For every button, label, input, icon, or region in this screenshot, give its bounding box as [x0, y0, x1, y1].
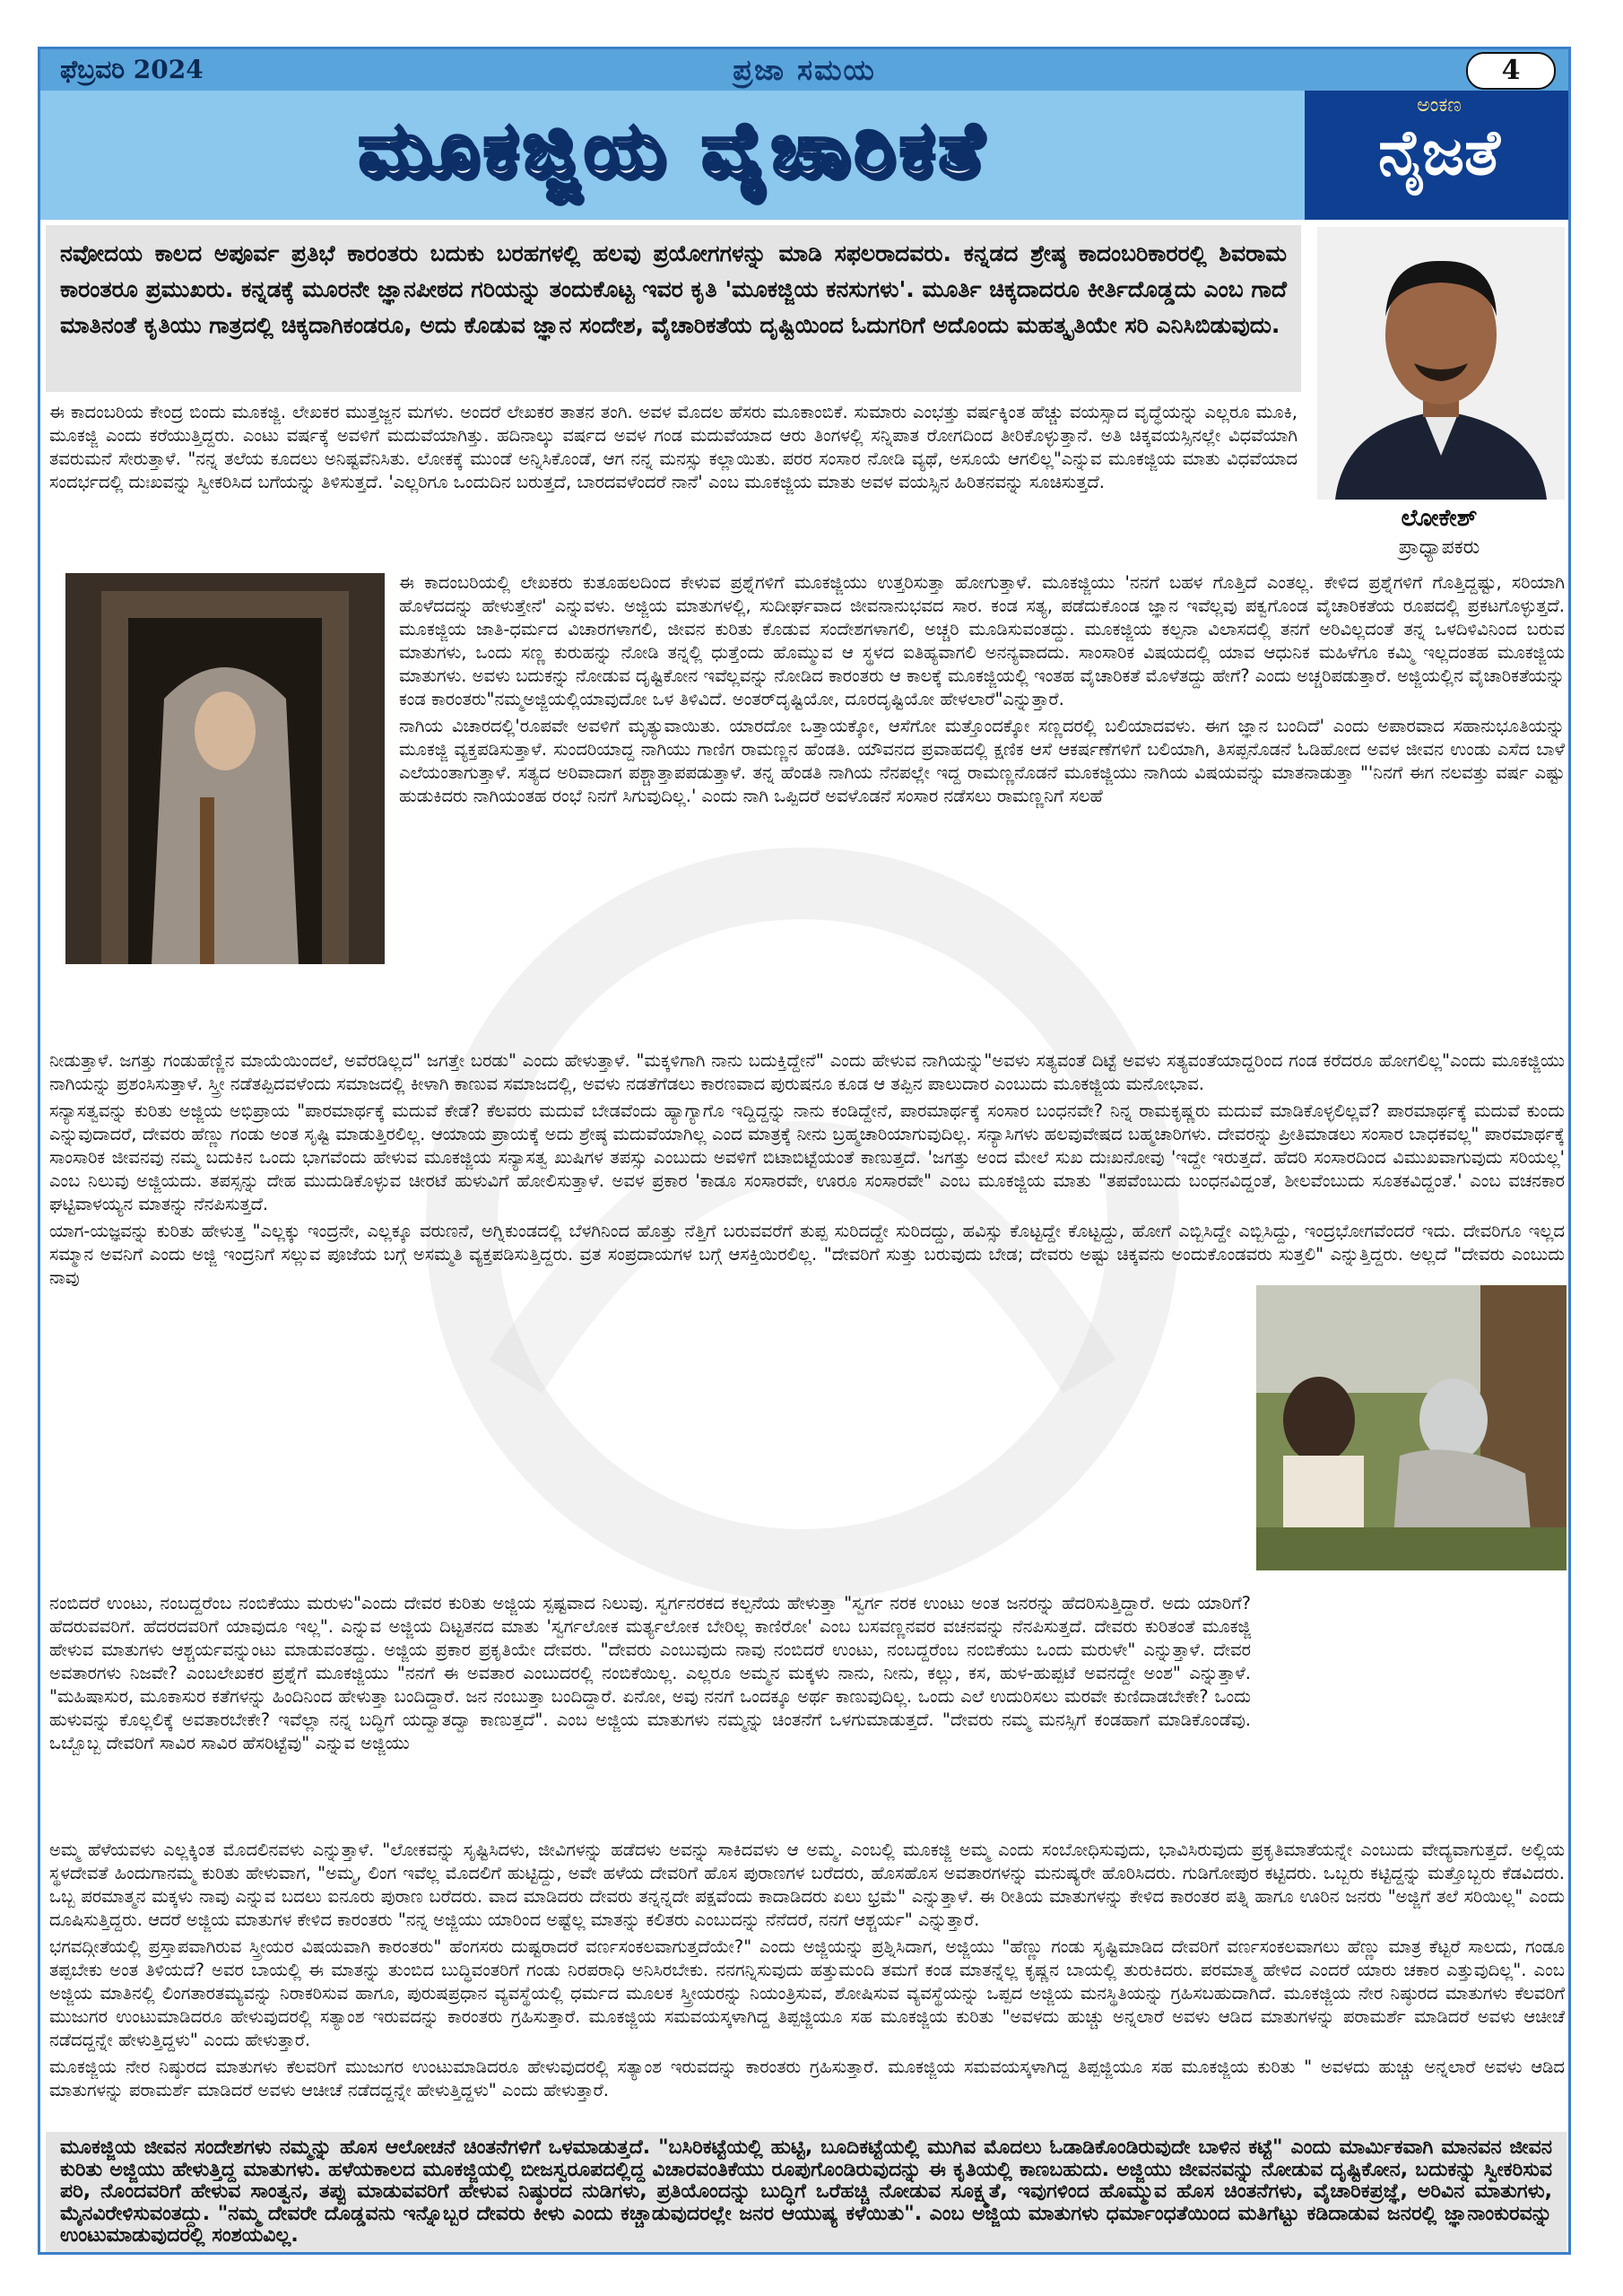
- issue-date: ಫೆಬ್ರವರಿ 2024: [60, 55, 204, 84]
- newspaper-page: [38, 47, 1571, 2255]
- paragraph-text: ಸನ್ಯಾಸತ್ವವನ್ನು ಕುರಿತು ಅಜ್ಜಿಯ ಅಭಿಪ್ರಾಯ "ಪಾರಮಾರ್ಥಕ್ಕೆ ಮದುವೆ ಕೇಡೆ? ಕೆಲವರು ಮದುವೆ ಬೇಡವೆಂದು ಹ್ಯಾಗ್ಯಾಗೊ ಇದ್ದಿದ್ದನ್ನು ನಾನು ಕಂಡಿದ್ದೇನೆ, ಪಾರಮಾರ್ಥಕ್ಕೆ ಸಂಸಾರ ಬಂಧನವೇ? ನಿನ್ನ ರಾಮಕೃಷ್ಣರು ಮದುವೆ ಮಾಡಿಕೊಳ್ಳಲಿಲ್ಲವೆ? ಪಾರಮಾರ್ಥಕ್ಕೆ ಮದುವೆ ಕುಂದು ಎನ್ನುವುದಾದರೆ, ದೇವರು ಹೆಣ್ಣು ಗಂಡು ಅಂತ ಸೃಷ್ಟಿ ಮಾಡುತ್ತಿರಲಿಲ್ಲ. ಆಯಾಯ ಪ್ರಾಯಕ್ಕೆ ಅದು ಶ್ರೇಷ್ಠ ಮದುವೆಯಾಗಿಲ್ಲ ಎಂದ ಮಾತ್ರಕ್ಕೆ ನೀನು ಬ್ರಹ್ಮಚಾರಿಯಾಗುವುದಿಲ್ಲ. ಸನ್ಯಾಸಿಗಳು ಹಲವುವೇಷದ ಬಹ್ಮಚಾರಿಗಳು. ದೇವರನ್ನು ಪ್ರೀತಿಮಾಡಲು ಸಂಸಾರ ಬಾಧಕವಲ್ಲ" ಪಾರಮಾರ್ಥಕ್ಕೆ ಸಾಂಸಾರಿಕ ಜೀವನವು ನಮ್ಮ ಬದುಕಿನ ಒಂದು ಭಾಗವೆಂದು ಹೇಳುವ ಮೂಕಜ್ಜಿಯ ಸನ್ಯಾಸತ್ವ ಖುಷಿಗಳ ತಪಸ್ಸು ಎಂಬುದು ಅವಳಿಗೆ ಬಿಟಾಬಿಟ್ಟೆಯಂತೆ ಕಾಣುತ್ತದೆ. 'ಜಗತ್ತು ಅಂದ ಮೇಲೆ ಸುಖ ದುಃಖನೋವು 'ಇದ್ದೇ ಇರುತ್ತದೆ. ಹೆದರಿ ಸಂಸಾರದಿಂದ ವಿಮುಖವಾಗುವುದು ಸರಿಯಲ್ಲ' ಎಂಬ ನಿಲುವು ಅಜ್ಜಿಯದು. ತಪಸ್ಸನ್ನು ದೇಹ ಮುದುಡಿಕೊಳ್ಳುವ ಚೀರಟೆ ಹುಳುವಿಗೆ ಹೋಲಿಸುತ್ತಾಳೆ. ಅವಳ ಪ್ರಕಾರ 'ಕಾಡೂ ಸಂಸಾರವೇ, ಊರೂ ಸಂಸಾರವೇ" ಎಂಬ ಮೂಕಜ್ಜಿಯ ಮಾತು "ತಪವೆಂಬುದು ಬಂಧನವಿದ್ದಂತೆ, ಶೀಲವೆಂಬುದು ಸೂತಕವಿದ್ದಂತೆ.' ಎಂಬ ವಚನಕಾರ ಘಟ್ಟಿವಾಳಯ್ಯನ ಮಾತನ್ನು ನೆನಪಿಸುತ್ತದೆ.: [49, 1100, 1565, 1214]
- scene-photo: [1256, 1285, 1567, 1570]
- paragraph-text: ಅಮ್ಮ ಹೆಳೆಯವಳು ಎಲ್ಲಕ್ಕಿಂತ ಮೊದಲಿನವಳು ಎನ್ನುತ್ತಾಳೆ. "ಲೋಕವನ್ನು ಸೃಷ್ಟಿಸಿದಳು, ಜೀವಿಗಳನ್ನು ಹಡೆದಳು ಅವನ್ನು ಸಾಕಿದವಳು ಆ ಅಮ್ಮ. ಎಂಬಲ್ಲಿ ಮೂಕಜ್ಜಿ ಅಮ್ಮ ಎಂದು ಸಂಬೋಧಿಸುವುದು, ಭಾವಿಸಿರುವುದು ಪ್ರಕೃತಿಮಾತೆಯನ್ನೇ ಎಂಬುದು ವೇದ್ಯವಾಗುತ್ತದೆ. ಅಲ್ಲಿಯ ಸ್ಥಳದೇವತೆ ಹಿಂದುಗಾನಮ್ಮ ಕುರಿತು ಹೇಳುವಾಗ, "ಅಮ್ಮ, ಲಿಂಗ ಇವೆಲ್ಲ ಮೊದಲಿಗೆ ಹುಟ್ಟಿದ್ದು, ಅವೇ ಹಳೆಯ ದೇವರಿಗೆ ಹೊಸ ಪುರಾಣಗಳ ಬರೆದರು, ಹೊಸಹೊಸ ಅವತಾರಗಳನ್ನು ಮನುಷ್ಯರೇ ಹೊರಿಸಿದರು. ಗುಡಿಗೋಪುರ ಕಟ್ಟಿದರು. ಒಬ್ಬರು ಕಟ್ಟಿದ್ದನ್ನು ಮತ್ತೊಬ್ಬರು ಕೆಡವಿದರು. ಒಬ್ಬ ಪರಮಾತ್ಮನ ಮಕ್ಕಳು ನಾವು ಎನ್ನುವ ಬದಲು ಐನೂರು ಪುರಾಣ ಬರೆದರು. ವಾದ ಮಾಡಿದರು ದೇವರು ತನ್ನನ್ನದೇ ಪಕ್ಷವೆಂದು ಕಾದಾಡಿದರು ಏಲು ಭ್ರಮೆ" ಎನ್ನುತ್ತಾಳೆ. ಈ ರೀತಿಯ ಮಾತುಗಳನ್ನು ಕೇಳಿದ ಕಾರಂತರ ಪತ್ನಿ ಹಾಗೂ ಊರಿನ ಜನರು "ಅಜ್ಜಿಗೆ ತಲೆ ಸರಿಯಿಲ್ಲ" ಎಂದು ದೂಷಿಸುತ್ತಿದ್ದರು. ಆದರೆ ಅಜ್ಜಿಯ ಮಾತುಗಳ ಕೇಳಿದ ಕಾರಂತರು "ನನ್ನ ಅಜ್ಜಿಯು ಯಾರಿಂದ ಅಷ್ಟೆಲ್ಲ ಮಾತನ್ನು ಕಲಿತರು ಎಂಬುದನ್ನು ನೆನೆದರೆ, ನನಗೆ ಆಶ್ಚರ್ಯ" ಎನ್ನುತ್ತಾರೆ.: [49, 1839, 1565, 1930]
- paragraph-text: ಭಗವದ್ಗೀತೆಯಲ್ಲಿ ಪ್ರಸ್ತಾಪವಾಗಿರುವ ಸ್ತ್ರೀಯರ ವಿಷಯವಾಗಿ ಕಾರಂತರು" ಹೆಂಗಸರು ದುಷ್ಟರಾದರೆ ವರ್ಣಸಂಕಲವಾಗುತ್ತದೆಯೇ?" ಎಂದು ಅಜ್ಜಿಯನ್ನು ಪ್ರಶ್ನಿಸಿದಾಗ, ಅಜ್ಜಿಯು "ಹೆಣ್ಣು ಗಂಡು ಸೃಷ್ಟಿಮಾಡಿದ ದೇವರಿಗೆ ವರ್ಣಸಂಕಲವಾಗಲು ಹೆಣ್ಣು ಮಾತ್ರ ಕೆಟ್ಟರೆ ಸಾಲದು, ಗಂಡೂ ತಪ್ಪಬೇಕು ಅಂತ ತಿಳಿಯದೆ? ಅವರ ಬಾಯಲ್ಲಿ ಈ ಮಾತನ್ನು ತುಂಬಿದ ಬುದ್ಧಿವಂತರಿಗೆ ಗಂಡು ನಿರಪರಾಧಿ ಅನಿಸಿರಬೇಕು. ನನಗನ್ನಿಸುವುದು ಹತ್ತುಮಂದಿ ತಮಗೆ ಕಂಡ ಮಾತನ್ನೆಲ್ಲ ಕೃಷ್ಣನ ಬಾಯಲ್ಲಿ ತುರುಕಿದರು. ಪರಮಾತ್ಮ ಹೇಳಿದ ಎಂದರೆ ಯಾರು ಚಕಾರ ಎತ್ತುವುದಿಲ್ಲ". ಎಂಬ ಅಜ್ಜಿಯ ಮಾತಿನಲ್ಲಿ ಲಿಂಗತಾರತಮ್ಯವನ್ನು ನಿರಾಕರಿಸುವ ಹಾಗೂ, ಪುರುಷಪ್ರಧಾನ ವ್ಯವಸ್ಥೆಯಲ್ಲಿ ಧರ್ಮದ ಮೂಲಕ ಸ್ತ್ರೀಯರನ್ನು ನಿಯಂತ್ರಿಸುವ, ಶೋಷಿಸುವ ವ್ಯವಸ್ಥೆಯನ್ನು ಒಪ್ಪದ ಅಜ್ಜಿಯ ಮನಸ್ಥಿತಿಯನ್ನು ಗ್ರಹಿಸಬಹುದಾಗಿದೆ. ಮೂಕಜ್ಜಿಯ ನೇರ ನಿಷ್ಠುರದ ಮಾತುಗಳು ಕೆಲವರಿಗೆ ಮುಜುಗರ ಉಂಟುಮಾಡಿದರೂ ಹೇಳುವುದರಲ್ಲಿ ಸತ್ಯಾಂಶ ಇರುವದನ್ನು ಕಾರಂತರು ಗ್ರಹಿಸುತ್ತಾರೆ. ಮೂಕಜ್ಜಿಯ ಸಮವಯಸ್ಕಳಾಗಿದ್ದ ತಿಪ್ಪಜ್ಜಿಯೂ ಸಹ ಮೂಕಜ್ಜಿಯ ಕುರಿತು "ಅವಳದು ಹುಚ್ಚು ಅನ್ನಲಾರೆ ಅವಳು ಆಡಿದ ಮಾತುಗಳನ್ನು ಪರಾಮರ್ಶೆ ಮಾಡಿದರೆ ಅವಳು ಆಚೀಚೆ ನಡೆದದ್ದನ್ನೇ ಹೇಳುತ್ತಿದ್ದಳು" ಎಂದು ಹೇಳುತ್ತಾರೆ.: [49, 1936, 1565, 2050]
- title-banner: [40, 91, 1305, 220]
- author-name: ಲೋಕೇಶ್: [1401, 505, 1478, 532]
- author-photo: [1317, 227, 1565, 500]
- article-title: ಮೂಕಜ್ಜಿಯ ವೈಚಾರಿಕತೆ: [358, 105, 987, 193]
- intro-box: [46, 225, 1301, 392]
- body-paragraph-5: [49, 1839, 1565, 2106]
- paragraph-text: ಯಾಗ-ಯಜ್ಞವನ್ನು ಕುರಿತು ಹೇಳುತ್ತ "ಎಲ್ಲಕ್ಕು ಇಂದ್ರನೇ, ಎಲ್ಲಕ್ಕೂ ವರುಣನೆ, ಅಗ್ನಿಕುಂಡದಲ್ಲಿ ಬೆಳಗಿನಿಂದ ಹೊತ್ತು ನೆತ್ತಿಗೆ ಬರುವವರೆಗೆ ತುಪ್ಪ ಸುರಿದದ್ದೇ ಸುರಿದದ್ದು, ಹವಿಸ್ಸು ಕೊಟ್ಟದ್ದೇ ಕೊಟ್ಟದ್ದು, ಹೋಗೆ ಎಬ್ಬಿಸಿದ್ದೇ ಎಬ್ಬಿಸಿದ್ದು, ಇಂದ್ರಭೋಗವೆಂದರೆ ಇದು. ದೇವರಿಗೂ ಇಲ್ಲದ ಸಮ್ಮಾನ ಅವನಿಗೆ ಎಂದು ಅಜ್ಜಿ ಇಂದ್ರನಿಗೆ ಸಲ್ಲುವ ಪೂಜೆಯ ಬಗ್ಗೆ ಅಸಮ್ಮತಿ ವ್ಯಕ್ತಪಡಿಸುತ್ತಿದ್ದರು. ವ್ರತ ಸಂಪ್ರದಾಯಗಳ ಬಗ್ಗೆ ಆಸಕ್ತಿಯಿರಲಿಲ್ಲ. "ದೇವರಿಗೆ ಸುತ್ತು ಬರುವುದು ಬೇಡ; ದೇವರು ಅಷ್ಟು ಚಿಕ್ಕವನು ಅಂದುಕೊಂಡವರು ಸುತ್ತಲಿ" ಎನ್ನುತ್ತಿದ್ದರು. ಅಲ್ಲದೆ "ದೇವರು ಎಂಬುದು ನಾವು: [49, 1221, 1565, 1288]
- column-label: ಅಂಕಣ: [1417, 94, 1462, 117]
- column-name: ನೈಜತೆ: [1378, 116, 1500, 189]
- body-paragraph-1: [49, 401, 1298, 498]
- masthead-band: [40, 49, 1568, 91]
- author-role: ಪ್ರಾಧ್ಯಾಪಕರು: [1398, 536, 1480, 559]
- body-paragraph-3: [49, 1049, 1565, 1293]
- paragraph-text: ಈ ಕಾದಂಬರಿಯಲ್ಲಿ ಲೇಖಕರು ಕುತೂಹಲದಿಂದ ಕೇಳುವ ಪ್ರಶ್ನೆಗಳಿಗೆ ಮೂಕಜ್ಜಿಯು ಉತ್ತರಿಸುತ್ತಾ ಹೋಗುತ್ತಾಳೆ. ಮೂಕಜ್ಜಿಯು 'ನನಗೆ ಬಹಳ ಗೊತ್ತಿದೆ ಎಂತಲ್ಲ. ಕೇಳಿದ ಪ್ರಶ್ನೆಗಳಿಗೆ ಗೊತ್ತಿದ್ದಷ್ಟು, ಸರಿಯಾಗಿ ಹೊಳೆದದನ್ನು ಹೇಳುತ್ತೇನೆ' ಎನ್ನುವಳು. ಅಜ್ಜಿಯ ಮಾತುಗಳಲ್ಲಿ, ಸುದೀರ್ಘವಾದ ಜೀವನಾನುಭವದ ಸಾರ. ಕಂಡ ಸತ್ಯ, ಪಡೆದುಕೊಂಡ ಜ್ಞಾನ ಇವೆಲ್ಲವು ಪಕ್ವಗೊಂಡ ವೈಚಾರಿಕತೆಯ ರೂಪದಲ್ಲಿ ಪ್ರಕಟಗೊಳ್ಳುತ್ತದೆ. ಮೂಕಜ್ಜಿಯ ಜಾತಿ-ಧರ್ಮದ ವಿಚಾರಗಳಾಗಲಿ, ಜೀವನ ಕುರಿತು ಕೊಡುವ ಸಂದೇಶಗಳಾಗಲಿ, ಅಚ್ಚರಿ ಮೂಡಿಸುವಂತದ್ದು. ಮೂಕಜ್ಜಿಯ ಕಲ್ಪನಾ ವಿಲಾಸದಲ್ಲಿ ತನಗೆ ಅರಿವಿಲ್ಲದಂತೆ ತನ್ನ ಒಳದಿಳಿವಿನಿಂದ ಬರುವ ಮಾತುಗಳು, ಒಂದು ಸಣ್ಣ ಕುರುಹನ್ನು ನೋಡಿ ತನ್ನಲ್ಲಿ ಧುತ್ತೆಂದು ಹೊಮ್ಮುವ ಆ ಸ್ಥಳದ ಐತಿಹ್ಯವಾಗಲಿ ಅನನ್ಯವಾದದು. ಸಾಂಸಾರಿಕ ವಿಷಯದಲ್ಲಿ ಯಾವ ಆಧುನಿಕ ಮಹಿಳೆಗೂ ಕಮ್ಮಿ ಇಲ್ಲದಂತಹ ಮೂಕಜ್ಜಿಯ ಮಾತುಗಳು. ಅವಳು ಬದುಕನ್ನು ನೋಡುವ ದೃಷ್ಟಿಕೋನ ಇವೆಲ್ಲವನ್ನು ನೋಡಿದ ಕಾರಂತರು ಆ ಕಾಲಕ್ಕೆ ಮೂಕಜ್ಜಿಯಲ್ಲಿ ಇಂತಹ ವೈಚಾರಿಕತೆ ಮೊಳೆತದ್ದು ಹೇಗೆ? ಎಂದು ಅಚ್ಚರಿಪಡುತ್ತಾರೆ. ಅಜ್ಜಿಯಲ್ಲಿನ ವೈಚಾರಿಕತೆಯನ್ನು ಕಂಡ ಕಾರಂತರು"ನಮ್ಮಅಜ್ಜಿಯಲ್ಲಿಯಾವುದೋ ಒಳ ತಿಳಿವಿದೆ. ಅಂತರ್‌ದೃಷ್ಟಿಯೋ, ದೂರದೃಷ್ಟಿಯೋ ಹೇಳಲಾರೆ"ಎನ್ನುತ್ತಾರೆ.: [399, 572, 1565, 709]
- paragraph-text: ನಂಬಿದರೆ ಉಂಟು, ನಂಬದ್ದರೆಂಬ ನಂಬಿಕೆಯು ಮರುಳು"ಎಂದು ದೇವರ ಕುರಿತು ಅಜ್ಜಿಯ ಸ್ಪಷ್ಟವಾದ ನಿಲುವು. ಸ್ವರ್ಗನರಕದ ಕಲ್ಪನೆಯ ಹೇಳುತ್ತಾ "ಸ್ವರ್ಗ ನರಕ ಉಂಟು ಅಂತ ಜನರನ್ನು ಹೆದರಿಸುತ್ತಿದ್ದಾರೆ. ಅದು ಯಾರಿಗೆ? ಹೆದರುವವರಿಗೆ. ಹೆದರದವರಿಗೆ ಯಾವುದೂ ಇಲ್ಲ". ಎನ್ನುವ ಅಜ್ಜಿಯ ದಿಟ್ಟತನದ ಮಾತು 'ಸ್ವರ್ಗಲೋಕ ಮರ್ತ್ಯಲೋಕ ಬೇರಿಲ್ಲ ಕಾಣಿರೋ' ಎಂಬ ಬಸವಣ್ಣನವರ ವಚನವನ್ನು ನೆನಪಿಸುತ್ತದೆ. ದೇವರು ಕುರಿತಂತೆ ಮೂಕಜ್ಜಿ ಹೇಳುವ ಮಾತುಗಳು ಆಶ್ಚರ್ಯವನ್ನುಂಟು ಮಾಡುವಂತದ್ದು. ಅಜ್ಜಿಯ ಪ್ರಕಾರ ಪ್ರಕೃತಿಯೇ ದೇವರು. "ದೇವರು ಎಂಬುವುದು ನಾವು ನಂಬಿದರೆ ಉಂಟು, ನಂಬದ್ದರೆಂಬ ನಂಬಿಕೆಯು ಒಂದು ಮರುಳೇ" ಎನ್ನುತ್ತಾಳೆ. ದೇವರ ಅವತಾರಗಳು ನಿಜವೇ? ಎಂಬಲೇಖಕರ ಪ್ರಶ್ನೆಗೆ ಮೂಕಜ್ಜಿಯು "ನನಗೆ ಈ ಅವತಾರ ಎಂಬುದರಲ್ಲಿ ನಂಬಿಕೆಯಿಲ್ಲ. ಎಲ್ಲರೂ ಅಮ್ಮನ ಮಕ್ಕಳು ನಾನು, ನೀನು, ಕಲ್ಲು, ಕಸ, ಹುಳ-ಹುಪ್ಪಟೆ ಅವನದ್ದೇ ಅಂಶ" ಎನ್ನುತ್ತಾಳೆ. "ಮಹಿಷಾಸುರ, ಮೂಕಾಸುರ ಕತೆಗಳನ್ನು ಹಿಂದಿನಿಂದ ಹೇಳುತ್ತಾ ಬಂದಿದ್ದಾರೆ. ಜನ ನಂಬುತ್ತಾ ಬಂದಿದ್ದಾರೆ. ಏನೋ, ಅವು ನನಗೆ ಒಂದಕ್ಕೂ ಅರ್ಥ ಕಾಣುವುದಿಲ್ಲ. ಒಂದು ಎಲೆ ಉದುರಿಸಲು ಮರವೇ ಕುಣಿದಾಡಬೇಕೇ? ಒಂದು ಹುಳುವನ್ನು ಕೊಲ್ಲಲಿಕ್ಕೆ ಅವತಾರಬೇಕೇ? ಇವೆಲ್ಲಾ ನನ್ನ ಬದ್ಧಿಗೆ ಯದ್ವಾತದ್ವಾ ಕಾಣುತ್ತದೆ". ಎಂಬ ಅಜ್ಜಿಯ ಮಾತುಗಳು ನಮ್ಮನ್ನು ಚಿಂತನೆಗೆ ಒಳಗುಮಾಡುತ್ತದೆ. "ದೇವರು ನಮ್ಮ ಮನಸ್ಸಿಗೆ ಕಂಡಹಾಗೆ ಮಾಡಿಕೊಂಡೆವು. ಒಬ್ಬೊಬ್ಬ ದೇವರಿಗೆ ಸಾವಿರ ಸಾವಿರ ಹೆಸರಿಟ್ಟೆವು" ಎನ್ನುವ ಅಜ್ಜಿಯು: [49, 1593, 1251, 1753]
- column-badge: [1305, 91, 1571, 220]
- closing-box: [46, 2132, 1567, 2254]
- paper-name: ಪ್ರಜಾ ಸಮಯ: [733, 53, 876, 87]
- intro-text: ನವೋದಯ ಕಾಲದ ಅಪೂರ್ವ ಪ್ರತಿಭೆ ಕಾರಂತರು ಬದುಕು ಬರಹಗಳಲ್ಲಿ ಹಲವು ಪ್ರಯೋಗಗಳನ್ನು ಮಾಡಿ ಸಫಲರಾದವರು. ಕನ್ನಡದ ಶ್ರೇಷ್ಠ ಕಾದಂಬರಿಕಾರರಲ್ಲಿ ಶಿವರಾಮ ಕಾರಂತರೂ ಪ್ರಮುಖರು. ಕನ್ನಡಕ್ಕೆ ಮೂರನೇ ಜ್ಞಾನಪೀಠದ ಗರಿಯನ್ನು ತಂದುಕೊಟ್ಟ ಇವರ ಕೃತಿ 'ಮೂಕಜ್ಜಿಯ ಕನಸುಗಳು'. ಮೂರ್ತಿ ಚಿಕ್ಕದಾದರೂ ಕೀರ್ತಿದೊಡ್ಡದು ಎಂಬ ಗಾದೆ ಮಾತಿನಂತೆ ಕೃತಿಯು ಗಾತ್ರದಲ್ಲಿ ಚಿಕ್ಕದಾಗಿಕಂಡರೂ, ಅದು ಕೊಡುವ ಜ್ಞಾನ ಸಂದೇಶ, ವೈಚಾರಿಕತೆಯ ದೃಷ್ಟಿಯಿಂದ ಓದುಗರಿಗೆ ಅದೊಂದು ಮಹತ್ಕೃತಿಯೇ ಸರಿ ಎನಿಸಿಬಿಡುವುದು.: [60, 240, 1287, 338]
- closing-text: ಮೂಕಜ್ಜಿಯ ಜೀವನ ಸಂದೇಶಗಳು ನಮ್ಮನ್ನು ಹೊಸ ಆಲೋಚನೆ ಚಿಂತನೆಗಳಿಗೆ ಒಳಮಾಡುತ್ತದೆ. "ಬಸಿರಿಕಟ್ಟೆಯಲ್ಲಿ ಹುಟ್ಟಿ, ಬೂದಿಕಟ್ಟೆಯಲ್ಲಿ ಮುಗಿವ ಮೊದಲು ಓಡಾಡಿಕೊಂಡಿರುವುದೇ ಬಾಳಿನ ಕಟ್ಟೆ" ಎಂದು ಮಾರ್ಮಿಕವಾಗಿ ಮಾನವನ ಜೀವನ ಕುರಿತು ಅಜ್ಜಿಯು ಹೇಳುತ್ತಿದ್ದ ಮಾತುಗಳು. ಹಳೆಯಕಾಲದ ಮೂಕಜ್ಜಿಯಲ್ಲಿ ಬೀಜಸ್ವರೂಪದಲ್ಲಿದ್ದ ವಿಚಾರವಂತಿಕೆಯು ರೂಪುಗೊಂಡಿರುವುದನ್ನು ಈ ಕೃತಿಯಲ್ಲಿ ಕಾಣಬಹುದು. ಅಜ್ಜಿಯು ಜೀವನವನ್ನು ನೋಡುವ ದೃಷ್ಟಿಕೋನ, ಬದುಕನ್ನು ಸ್ವೀಕರಿಸುವ ಪರಿ, ನೊಂದವರಿಗೆ ಹೇಳುವ ಸಾಂತ್ವನ, ತಪ್ಪು ಮಾಡುವವರಿಗೆ ಹೇಳುವ ನಿಷ್ಠುರದ ನುಡಿಗಳು, ಪ್ರತಿಯೊಂದನ್ನು ಬುದ್ಧಿಗೆ ಒರೆಹಚ್ಚಿ ನೋಡುವ ಸೂಕ್ಷ್ಮತೆ, ಇವುಗಳಿಂದ ಹೊಮ್ಮುವ ಹೊಸ ಚಿಂತನೆಗಳು, ವೈಚಾರಿಕಪ್ರಜ್ಞೆ, ಅರಿವಿನ ಮಾತುಗಳು, ಮೈನವಿರೇಳಿಸುವಂತದ್ದು. "ನಮ್ಮ ದೇವರೇ ದೊಡ್ಡವನು ಇನ್ನೊಬ್ಬರ ದೇವರು ಕೀಳು ಎಂದು ಕಚ್ಚಾಡುವುದರಲ್ಲೇ ಜನರ ಆಯುಷ್ಯ ಕಳೆಯಿತು". ಎಂಬ ಅಜ್ಜಿಯ ಮಾತುಗಳು ಧರ್ಮಾಂಧತೆಯಿಂದ ಮತಿಗೆಟ್ಟು ಕಡಿದಾಡುವ ಜನರಲ್ಲಿ ಜ್ಞಾನಾಂಕುರವನ್ನು ಉಂಟುಮಾಡುವುದರಲ್ಲಿ ಸಂಶಯವಿಲ್ಲ.: [60, 2136, 1552, 2247]
- body-paragraph-4: [49, 1592, 1251, 1759]
- paragraph-text: ಈ ಕಾದಂಬರಿಯ ಕೇಂದ್ರ ಬಿಂದು ಮೂಕಜ್ಜಿ. ಲೇಖಕರ ಮುತ್ತಜ್ಜನ ಮಗಳು. ಅಂದರೆ ಲೇಖಕರ ತಾತನ ತಂಗಿ. ಅವಳ ಮೊದಲ ಹೆಸರು ಮೂಕಾಂಬಿಕೆ. ಸುಮಾರು ಎಂಭತ್ತು ವರ್ಷಕ್ಕಿಂತ ಹೆಚ್ಚು ವಯಸ್ಸಾದ ವೃದ್ಧೆಯನ್ನು ಎಲ್ಲರೂ ಮೂಕಿ, ಮೂಕಜ್ಜಿ ಎಂದು ಕರೆಯುತ್ತಿದ್ದರು. ಎಂಟು ವರ್ಷಕ್ಕೆ ಅವಳಿಗೆ ಮದುವೆಯಾಗಿತ್ತು. ಹದಿನಾಲ್ಕು ವರ್ಷದ ಅವಳ ಗಂಡ ಮದುವೆಯಾದ ಆರು ತಿಂಗಳಲ್ಲಿ ಸನ್ನಿಪಾತ ರೋಗದಿಂದ ತೀರಿಕೊಳ್ಳುತ್ತಾನೆ. ಅತಿ ಚಿಕ್ಕವಯಸ್ಸಿನಲ್ಲೇ ವಿಧವೆಯಾಗಿ ತವರುಮನೆ ಸೇರುತ್ತಾಳೆ. "ನನ್ನ ತಲೆಯ ಕೂದಲು ಅನಿಷ್ಟವೆನಿಸಿತು. ಲೋಕಕ್ಕೆ ಮುಂಡೆ ಅನ್ನಿಸಿಕೊಂಡೆ, ಆಗ ನನ್ನ ಮನಸ್ಸು ಕಲ್ಲಾಯಿತು. ಪರರ ಸಂಸಾರ ನೋಡಿ ವ್ಯಥೆ, ಅಸೂಯೆ ಆಗಲಿಲ್ಲ"ಎನ್ನುವ ಮೂಕಜ್ಜಿಯ ಮಾತು ವಿಧವೆಯಾದ ಸಂದರ್ಭದಲ್ಲಿ ದುಃಖವನ್ನು ಸ್ವೀಕರಿಸಿದ ಬಗೆಯನ್ನು ತಿಳಿಸುತ್ತದೆ. 'ಎಲ್ಲರಿಗೂ ಒಂದುದಿನ ಬರುತ್ತದೆ, ಬಾರದವಳೆಂದರೆ ನಾನೆ' ಎಂಬ ಮೂಕಜ್ಜಿಯ ಮಾತು ಅವಳ ವಯಸ್ಸಿನ ಹಿರಿತನವನ್ನು ಸೂಚಿಸುತ್ತದೆ.: [49, 402, 1298, 492]
- page-number: 4: [1466, 52, 1556, 90]
- elderly-woman-photo: [65, 573, 385, 964]
- paragraph-text: ನಾಗಿಯ ವಿಚಾರದಲ್ಲಿ'ರೂಪವೇ ಅವಳಿಗೆ ಮೃತ್ಯುವಾಯಿತು. ಯಾರದೋ ಒತ್ತಾಯಕ್ಕೋ, ಆಸೆಗೋ ಮತ್ತೊಂದಕ್ಕೋ ಸಣ್ಣದರಲ್ಲಿ ಬಲಿಯಾದವಳು. ಈಗ ಜ್ಞಾನ ಬಂದಿದೆ' ಎಂದು ಅಪಾರವಾದ ಸಹಾನುಭೂತಿಯನ್ನು ಮೂಕಜ್ಜಿ ವ್ಯಕ್ತಪಡಿಸುತ್ತಾಳೆ. ಸುಂದರಿಯಾದ್ದ ನಾಗಿಯು ಗಾಣಿಗ ರಾಮಣ್ಣನ ಹೆಂಡತಿ. ಯೌವನದ ಪ್ರವಾಹದಲ್ಲಿ ಕ್ಷಣಿಕ ಆಸೆ ಆಕರ್ಷಣೆಗಳಿಗೆ ಬಲಿಯಾಗಿ, ತಿಸಪ್ಪನೊಡನೆ ಓಡಿಹೋದ ಅವಳ ಜೀವನ ಉಂಡು ಎಸೆದ ಬಾಳೆ ಎಲೆಯಂತಾಗುತ್ತಾಳೆ. ಸತ್ಯದ ಅರಿವಾದಾಗ ಪಶ್ಚಾತ್ತಾಪಪಡುತ್ತಾಳೆ. ತನ್ನ ಹೆಂಡತಿ ನಾಗಿಯ ನೆನಪಲ್ಲೇ ಇದ್ದ ರಾಮಣ್ಣನೊಡನೆ ಮೂಕಜ್ಜಿಯು ನಾಗಿಯ ವಿಷಯವನ್ನು ಮಾತನಾಡುತ್ತಾ "'ನಿನಗೆ ಈಗ ನಲವತ್ತು ವರ್ಷ ಎಷ್ಟು ಹುಡುಕಿದರು ನಾಗಿಯಂತಹ ರಂಭೆ ನಿನಗೆ ಸಿಗುವುದಿಲ್ಲ.' ಎಂದು ನಾಗಿ ಒಪ್ಪಿದರೆ ಅವಳೊಡನೆ ಸಂಸಾರ ನಡೆಸಲು ರಾಮಣ್ಣನಿಗೆ ಸಲಹೆ: [399, 716, 1565, 806]
- body-paragraph-2: [399, 571, 1565, 812]
- paragraph-text: ಮೂಕಜ್ಜಿಯ ನೇರ ನಿಷ್ಠುರದ ಮಾತುಗಳು ಕೆಲವರಿಗೆ ಮುಜುಗರ ಉಂಟುಮಾಡಿದರೂ ಹೇಳುವುದರಲ್ಲಿ ಸತ್ಯಾಂಶ ಇರುವದನ್ನು ಕಾರಂತರು ಗ್ರಹಿಸುತ್ತಾರೆ. ಮೂಕಜ್ಜಿಯ ಸಮವಯಸ್ಕಳಾಗಿದ್ದ ತಿಪ್ಪಜ್ಜಿಯೂ ಸಹ ಮೂಕಜ್ಜಿಯ ಕುರಿತು " ಅವಳದು ಹುಚ್ಚು ಅನ್ನಲಾರೆ ಅವಳು ಆಡಿದ ಮಾತುಗಳನ್ನು ಪರಾಮರ್ಶೆ ಮಾಡಿದರೆ ಅವಳು ಆಚೀಚೆ ನಡೆದದ್ದನ್ನೇ ಹೇಳುತ್ತಿದ್ದಳು" ಎಂದು ಹೇಳುತ್ತಾರೆ.: [49, 2057, 1565, 2100]
- paragraph-text: ನೀಡುತ್ತಾಳೆ. ಜಗತ್ತು ಗಂಡುಹೆಣ್ಣಿನ ಮಾಯೆಯಿಂದಲೆ, ಅವೆರಡಿಲ್ಲದ" ಜಗತ್ತೇ ಬರಡು" ಎಂದು ಹೇಳುತ್ತಾಳೆ. "ಮಕ್ಕಳಿಗಾಗಿ ನಾನು ಬದುಕ್ತಿದ್ದೇನೆ" ಎಂದು ಹೇಳುವ ನಾಗಿಯನ್ನು"ಅವಳು ಸತ್ಯವಂತೆ ದಿಟ್ಟೆ ಅವಳು ಸತ್ಯವಂತೆಯಾದ್ದರಿಂದ ಗಂಡ ಕರೆದರೂ ಹೋಗಲಿಲ್ಲ"ಎಂದು ಮೂಕಜ್ಜಿಯು ನಾಗಿಯನ್ನು ಪ್ರಶಂಸಿಸುತ್ತಾಳೆ. ಸ್ತ್ರೀ ನಡೆತಪ್ಪಿದವಳೆಂದು ಸಮಾಜದಲ್ಲಿ ಕೀಳಾಗಿ ಕಾಣುವ ಸಮಾಜದಲ್ಲಿ, ಅವಳು ನಡತೆಗೆಡಲು ಕಾರಣವಾದ ಪುರುಷನೂ ಕೂಡ ಆ ತಪ್ಪಿನ ಪಾಲುದಾರ ಎಂಬುದು ಮೂಕಜ್ಜಿಯ ಮನೋಭಾವ.: [49, 1050, 1565, 1094]
